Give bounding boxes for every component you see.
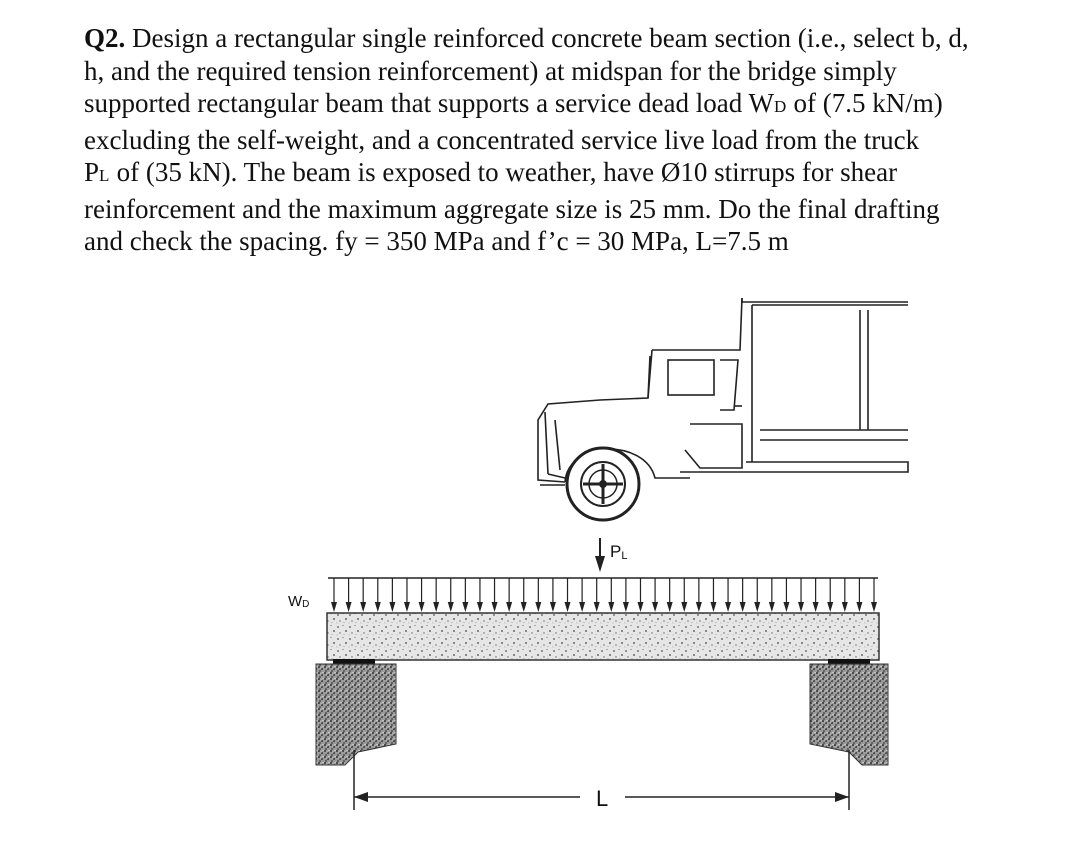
load-arrow-head xyxy=(331,602,337,612)
load-arrow-head xyxy=(608,602,614,612)
left-pier xyxy=(316,664,396,765)
load-arrow-head xyxy=(623,602,629,612)
live-load-arrow xyxy=(595,538,605,572)
load-arrow-head xyxy=(521,602,527,612)
load-arrow-head xyxy=(419,602,425,612)
load-arrow-head xyxy=(871,602,877,612)
dead-load-label: WD xyxy=(288,593,310,610)
load-arrow-head xyxy=(754,602,760,612)
load-arrow-head xyxy=(492,602,498,612)
load-arrow-head xyxy=(433,602,439,612)
question-number: Q2. xyxy=(84,23,126,53)
truck-wheel xyxy=(567,448,639,520)
question-line-7: and check the spacing. fy = 350 MPa and f’c = 30 MPa, L=7.5 m xyxy=(84,226,789,256)
load-arrow-head xyxy=(462,602,468,612)
load-arrow-head xyxy=(550,602,556,612)
load-arrow-head xyxy=(813,602,819,612)
load-arrow-head xyxy=(594,602,600,612)
span-arrow-left xyxy=(354,792,368,802)
load-arrow-head xyxy=(404,602,410,612)
load-arrow-head xyxy=(725,602,731,612)
load-arrow-head xyxy=(769,602,775,612)
load-arrow-head xyxy=(448,602,454,612)
load-arrow-head xyxy=(710,602,716,612)
load-arrow-head xyxy=(346,602,352,612)
span-label: L xyxy=(596,786,609,811)
span-arrow-right xyxy=(835,792,849,802)
right-bearing xyxy=(828,659,870,664)
load-arrow-head xyxy=(696,602,702,612)
question-line-3: supported rectangular beam that supports a service dead load WD of (7.5 kN/m) xyxy=(84,88,943,118)
distributed-load xyxy=(328,578,878,612)
load-arrow-head xyxy=(798,602,804,612)
load-arrow-head xyxy=(535,602,541,612)
load-arrow-head xyxy=(565,602,571,612)
question-line-2: h, and the required tension reinforcement) at midspan for the bridge simply xyxy=(84,55,897,86)
load-arrow-head xyxy=(783,602,789,612)
left-bearing xyxy=(333,659,375,664)
load-arrow-head xyxy=(579,602,585,612)
live-load-label: PL xyxy=(610,542,628,562)
right-pier xyxy=(810,664,888,765)
concrete-beam xyxy=(327,613,879,660)
question-line-5: PL of (35 kN). The beam is exposed to weather, have Ø10 stirrups for shear xyxy=(84,157,898,187)
load-arrow-head xyxy=(740,602,746,612)
load-arrow-head xyxy=(667,602,673,612)
question-line-6: reinforcement and the maximum aggregate size is 25 mm. Do the final drafting xyxy=(84,193,940,224)
load-arrow-head xyxy=(652,602,658,612)
load-arrow-head xyxy=(637,602,643,612)
load-arrow-head xyxy=(681,602,687,612)
question-line-1: Q2. Design a rectangular single reinforced concrete beam section (i.e., select b, d, xyxy=(84,23,969,53)
load-arrow-head xyxy=(375,602,381,612)
load-arrow-head xyxy=(360,602,366,612)
load-arrow-head xyxy=(477,602,483,612)
load-arrow-head xyxy=(389,602,395,612)
load-arrow-head xyxy=(842,602,848,612)
load-arrow-head xyxy=(856,602,862,612)
question-line-4: excluding the self-weight, and a concentrated service live load from the truck xyxy=(84,124,920,155)
load-arrow-head xyxy=(827,602,833,612)
load-arrow-head xyxy=(506,602,512,612)
